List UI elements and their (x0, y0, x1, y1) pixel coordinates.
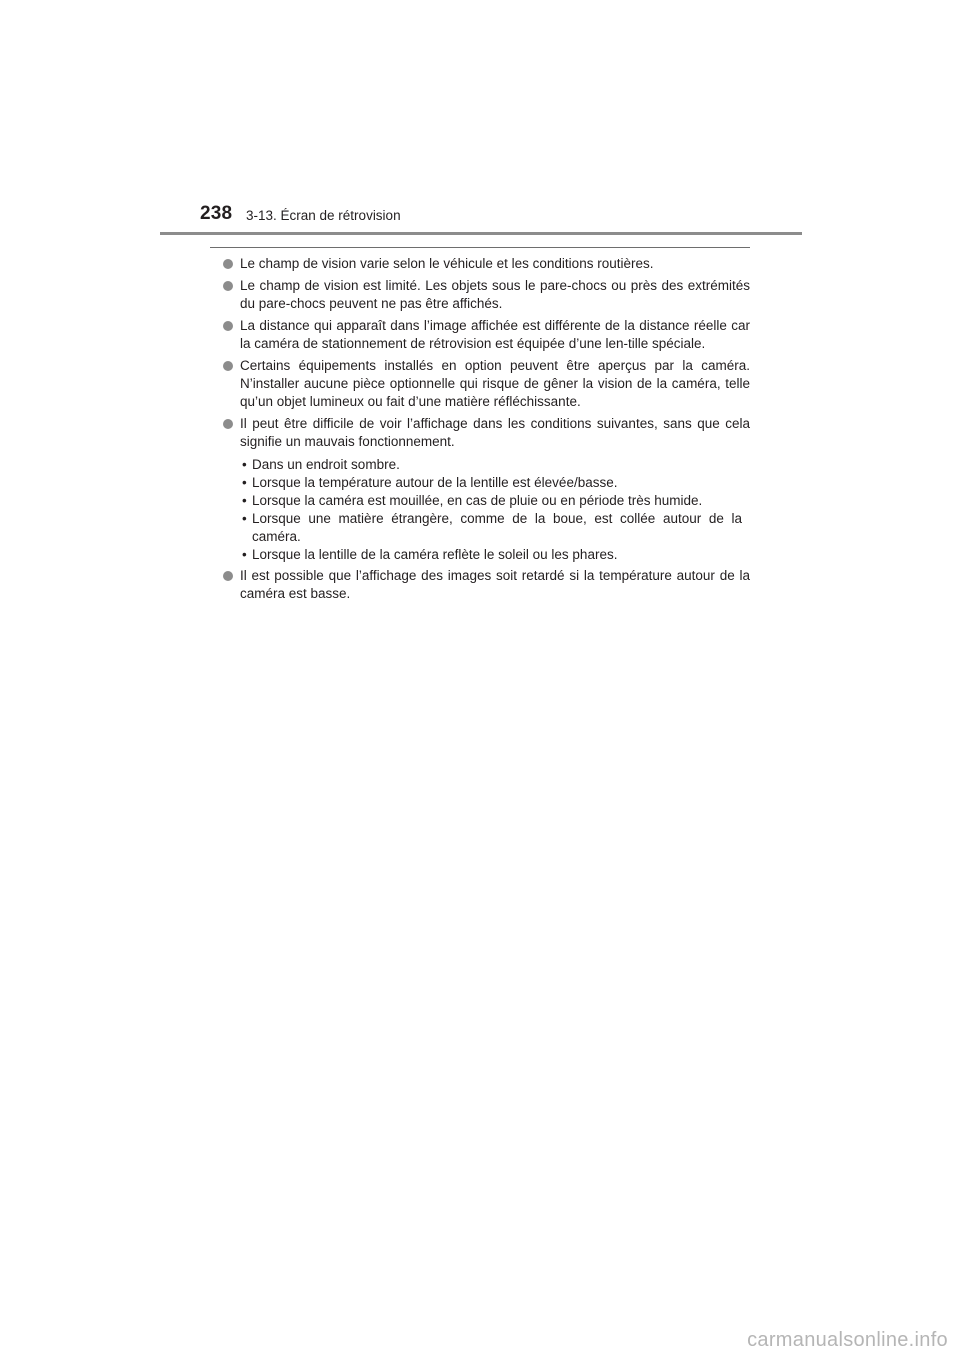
sub-bullet-icon: • (242, 457, 247, 472)
condition-item (222, 474, 750, 492)
note-text: Le champ de vision varie selon le véhicule et les conditions routières. (240, 256, 654, 271)
bullet-icon (223, 259, 233, 269)
content-rule (210, 247, 750, 248)
note-item (222, 567, 750, 603)
note-text: Le champ de vision est limité. Les objets sous le pare-chocs ou près des extrémités du pare-chocs peuvent ne pas être affichés. (240, 278, 750, 311)
condition-item (222, 546, 750, 564)
sub-bullet-icon: • (242, 493, 247, 508)
condition-text: Dans un endroit sombre. (252, 457, 400, 472)
note-item (222, 357, 750, 411)
note-text: La distance qui apparaît dans l’image affichée est différente de la distance réelle car la caméra de stationnement de rétrovision est équipée d’une len-tille spéciale. (240, 318, 750, 351)
note-item (222, 415, 750, 451)
header-rule (160, 232, 802, 235)
sub-bullet-icon: • (242, 511, 247, 526)
note-text: Il est possible que l’affichage des images soit retardé si la température autour de la caméra est basse. (240, 568, 750, 601)
condition-list (222, 456, 750, 564)
condition-item (222, 456, 750, 474)
note-item (222, 255, 750, 273)
condition-text: Lorsque une matière étrangère, comme de la boue, est collée autour de la caméra. (252, 511, 742, 544)
note-item (222, 277, 750, 313)
bullet-icon (223, 321, 233, 331)
bullet-icon (223, 571, 233, 581)
note-text: Il peut être difficile de voir l’affichage dans les conditions suivantes, sans que cela signifie un mauvais fonctionnement. (240, 416, 750, 449)
section-title: 3-13. Écran de rétrovision (246, 208, 401, 223)
bullet-icon (223, 361, 233, 371)
condition-text: Lorsque la caméra est mouillée, en cas de pluie ou en période très humide. (252, 493, 703, 508)
watermark-link[interactable]: carmanualsonline.info (747, 1329, 948, 1351)
condition-text: Lorsque la température autour de la lentille est élevée/basse. (252, 475, 618, 490)
condition-text: Lorsque la lentille de la caméra reflète le soleil ou les phares. (252, 547, 618, 562)
condition-item (222, 510, 750, 546)
sub-bullet-icon: • (242, 547, 247, 562)
notes-content (222, 255, 750, 607)
sub-bullet-icon: • (242, 475, 247, 490)
note-item (222, 317, 750, 353)
note-text: Certains équipements installés en option peuvent être aperçus par la caméra. N’installer aucune pièce optionnelle qui risque de gêner la vision de la caméra, telle qu’un objet lumineux ou fait d’une matière réfléchissante. (240, 358, 750, 409)
condition-item (222, 492, 750, 510)
bullet-icon (223, 281, 233, 291)
page-number: 238 (200, 203, 233, 224)
bullet-icon (223, 419, 233, 429)
